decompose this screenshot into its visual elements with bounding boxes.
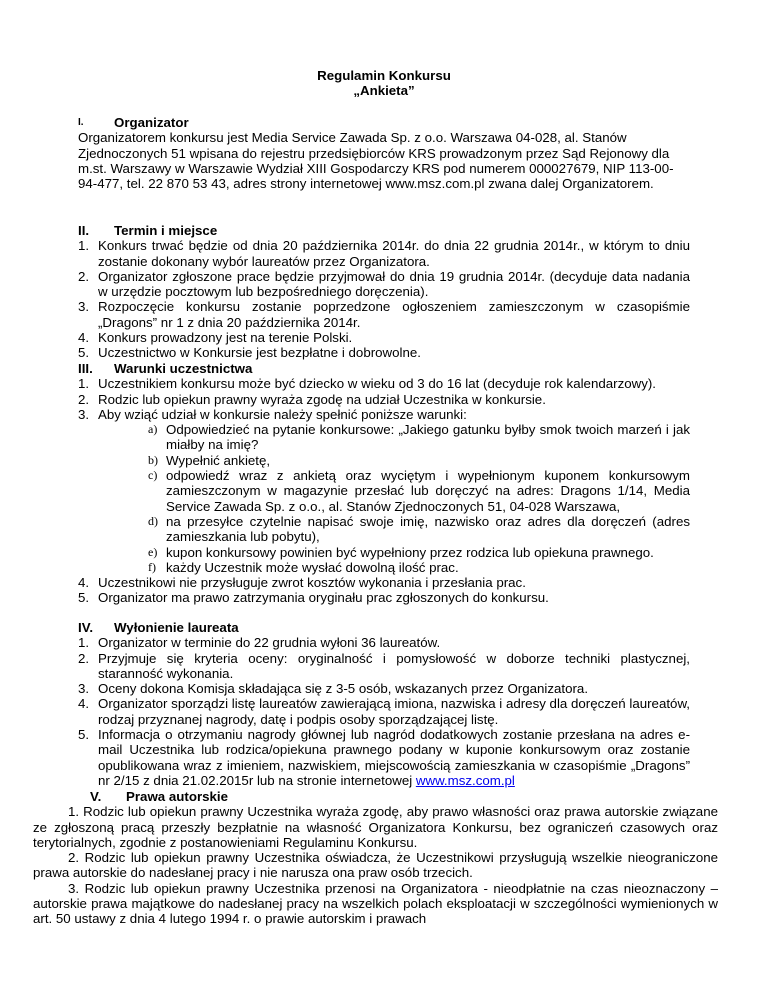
sub-letter: b) xyxy=(148,452,158,467)
sub-text: Wypełnić ankietę, xyxy=(166,452,271,468)
sub-text: odpowiedź wraz z ankietą oraz wyciętym i wypełnionym kuponem konkursowym zamieszczonym w magazynie przesłać lub doręczyć na adres: Dragons 1/14, Media Service Zawada Sp. z o.o., al. Stanów Zjednoczonych 51, 04-028 Warszawa, xyxy=(166,468,690,514)
copyright-paragraph: 2. Rodzic lub opiekun prawny Uczestnika oświadcza, że Uczestnikowi przysługują wszelkie nieograniczone prawa autorskie do nadesłanej pracy i nie narusza ona praw osób trzecich. xyxy=(33,850,718,881)
section-term-place xyxy=(78,223,690,361)
item-number: 4. xyxy=(78,330,90,346)
item-text: Rozpoczęcie konkursu zostanie poprzedzone ogłoszeniem zamieszczonym w czasopiśmie „Dragons” nr 1 z dnia 20 października 2014r. xyxy=(98,299,690,330)
section-heading xyxy=(33,789,718,804)
list-item xyxy=(78,330,690,345)
item-text: Aby wziąć udział w konkursie należy spełnić poniższe warunki: xyxy=(98,406,467,422)
section-title: Organizator xyxy=(114,115,189,130)
item-number: 2. xyxy=(78,268,90,284)
section-number: V. xyxy=(90,789,102,804)
sub-letter: d) xyxy=(148,513,158,528)
sub-letter: f) xyxy=(148,559,156,574)
document-title xyxy=(0,68,768,99)
item-text: Uczestnictwo w Konkursie jest bezpłatne i dobrowolne. xyxy=(98,345,421,361)
item-text: Rodzic lub opiekun prawny wyraża zgodę na udział Uczestnika w konkursie. xyxy=(98,391,546,407)
list-item xyxy=(78,575,690,590)
list-item xyxy=(78,392,690,407)
sub-item xyxy=(148,560,690,575)
section-title: Warunki uczestnictwa xyxy=(114,361,253,376)
section-participation xyxy=(78,361,690,606)
list-item xyxy=(78,407,690,422)
copyright-paragraph: 3. Rodzic lub opiekun prawny Uczestnika przenosi na Organizatora - nieodpłatnie na czas nieoznaczony – autorskie prawa majątkowe do nadesłanej pracy na wszelkich polach eksploatacji w szczególności wymienionych w art. 50 ustawy z dnia 4 lutego 1994 r. o prawie autorskim i prawach xyxy=(33,880,718,927)
section-heading xyxy=(78,361,690,376)
item-text: Konkurs trwać będzie od dnia 20 października 2014r. do dnia 22 grudnia 2014r., w którym to dniu zostanie dokonany wybór laureatów przez Organizatora. xyxy=(98,238,690,269)
list-item xyxy=(78,299,690,330)
sub-text: Odpowiedzieć na pytanie konkursowe: „Jakiego gatunku byłby smok twoich marzeń i jak miałby na imię? xyxy=(166,422,690,453)
item-text-body: Informacja o otrzymaniu nagrody głównej lub nagród dodatkowych zostanie przesłana na adres e-mail Uczestnika lub rodzica/opiekuna prawnego podany w kuponie konkursowym oraz zostanie opublikowana wraz z imieniem, nazwiskiem, miejscowością zamieszkania w czasopiśmie „Dragons” nr 2/15 z dnia 21.02.2015r lub na stronie internetowej xyxy=(98,727,690,788)
item-number: 1. xyxy=(78,635,90,651)
sub-item xyxy=(148,514,690,545)
section-number: II. xyxy=(78,223,90,238)
participation-list xyxy=(78,376,690,422)
term-list xyxy=(78,238,690,360)
section-heading xyxy=(78,223,690,238)
list-item xyxy=(78,635,690,650)
selection-list xyxy=(78,635,690,788)
item-number: 3. xyxy=(78,681,90,697)
sub-letter: e) xyxy=(148,544,158,559)
list-item xyxy=(78,696,690,727)
section-organizer xyxy=(78,115,690,191)
item-text: Przyjmuje się kryteria oceny: oryginalność i pomysłowość w doborze techniki plastycznej, staranność wykonania. xyxy=(98,650,690,681)
list-item xyxy=(78,651,690,682)
list-item xyxy=(78,590,690,605)
sub-item xyxy=(148,468,690,514)
item-text: Uczestnikowi nie przysługuje zwrot kosztów wykonania i przesłania prac. xyxy=(98,575,526,591)
item-text: Uczestnikiem konkursu może być dziecko w wieku od 3 do 16 lat (decyduje rok kalendarzowy). xyxy=(98,376,656,392)
item-number: 2. xyxy=(78,391,90,407)
item-number: 3. xyxy=(78,406,90,422)
sub-text: kupon konkursowy powinien być wypełniony przez rodzica lub opiekuna prawnego. xyxy=(166,544,654,560)
item-text: Organizator sporządzi listę laureatów zawierającą imiona, nazwiska i adresy dla doręczeń laureatów, rodzaj przyznanej nagrody, datę i podpis osoby sporządzającej listę. xyxy=(98,696,691,727)
section-heading xyxy=(78,620,690,635)
participation-list-continued xyxy=(78,575,690,606)
list-item xyxy=(78,269,690,300)
item-text: Organizator ma prawo zatrzymania oryginału prac zgłoszonych do konkursu. xyxy=(98,590,549,606)
section-title: Termin i miejsce xyxy=(114,223,218,238)
item-number: 1. xyxy=(78,238,90,254)
sub-text: na przesyłce czytelnie napisać swoje imię, nazwisko oraz adres dla doręczeń (adres zamieszkania lub pobytu), xyxy=(166,513,690,545)
website-link[interactable]: www.msz.com.pl xyxy=(415,772,515,788)
item-number: 4. xyxy=(78,696,90,712)
list-item xyxy=(78,345,690,360)
item-number: 1. xyxy=(78,376,90,392)
item-number: 5. xyxy=(78,590,90,606)
item-text xyxy=(98,727,690,788)
sub-item xyxy=(148,422,690,453)
list-item xyxy=(78,376,690,391)
list-item xyxy=(78,681,690,696)
item-number: 2. xyxy=(78,650,90,666)
item-text: Konkurs prowadzony jest na terenie Polski. xyxy=(98,330,353,346)
sub-letter: a) xyxy=(148,422,158,437)
copyright-paragraph: 1. Rodzic lub opiekun prawny Uczestnika wyraża zgodę, aby prawo własności oraz prawa autorskie związane ze zgłoszoną pracą przeszły bezpłatnie na własność Organizatora Konkursu, bez ograniczeń czasowych oraz terytorialnych, zgodnie z postanowieniami Regulaminu Konkursu. xyxy=(33,804,718,850)
sub-letter: c) xyxy=(148,468,158,483)
item-number: 4. xyxy=(78,575,90,591)
item-number: 5. xyxy=(78,727,90,743)
item-text: Organizator w terminie do 22 grudnia wyłoni 36 laureatów. xyxy=(98,635,441,651)
list-item xyxy=(78,727,690,788)
title-line-2: „Ankieta” xyxy=(353,83,415,99)
section-number: IV. xyxy=(78,620,94,635)
sub-text: każdy Uczestnik może wysłać dowolną ilość prac. xyxy=(166,559,459,575)
section-heading xyxy=(78,115,690,130)
item-text: Oceny dokona Komisja składająca się z 3-5 osób, wskazanych przez Organizatora. xyxy=(98,681,589,697)
item-number: 5. xyxy=(78,345,90,361)
conditions-sublist xyxy=(78,422,690,575)
item-text: Organizator zgłoszone prace będzie przyjmował do dnia 19 grudnia 2014r. (decyduje data nadania w urzędzie pocztowym lub bezpośredniego doręczenia). xyxy=(98,268,690,300)
title-line-1: Regulamin Konkursu xyxy=(317,68,451,83)
section-winner-selection xyxy=(78,620,690,788)
section-number: III. xyxy=(78,361,93,376)
section-number: I. xyxy=(78,117,84,128)
sub-item xyxy=(148,545,690,560)
organizer-text: Organizatorem konkursu jest Media Service Zawada Sp. z o.o. Warszawa 04-028, al. Stanów Zjednoczonych 51 wpisana do rejestru przedsiębiorców KRS prowadzonym przez Sąd Rejonowy dla m.st. Warszawy w Warszawie Wydział XIII Gospodarczy KRS pod numerem 000027679, NIP 113-00-94-477, tel. 22 870 53 43, adres strony internetowej www.msz.com.pl zwana dalej Organizatorem. xyxy=(78,130,674,192)
sub-item xyxy=(148,453,690,468)
item-number: 3. xyxy=(78,299,90,315)
section-title: Wyłonienie laureata xyxy=(114,620,239,635)
section-copyright xyxy=(33,789,718,927)
section-title: Prawa autorskie xyxy=(126,789,228,804)
list-item xyxy=(78,238,690,269)
